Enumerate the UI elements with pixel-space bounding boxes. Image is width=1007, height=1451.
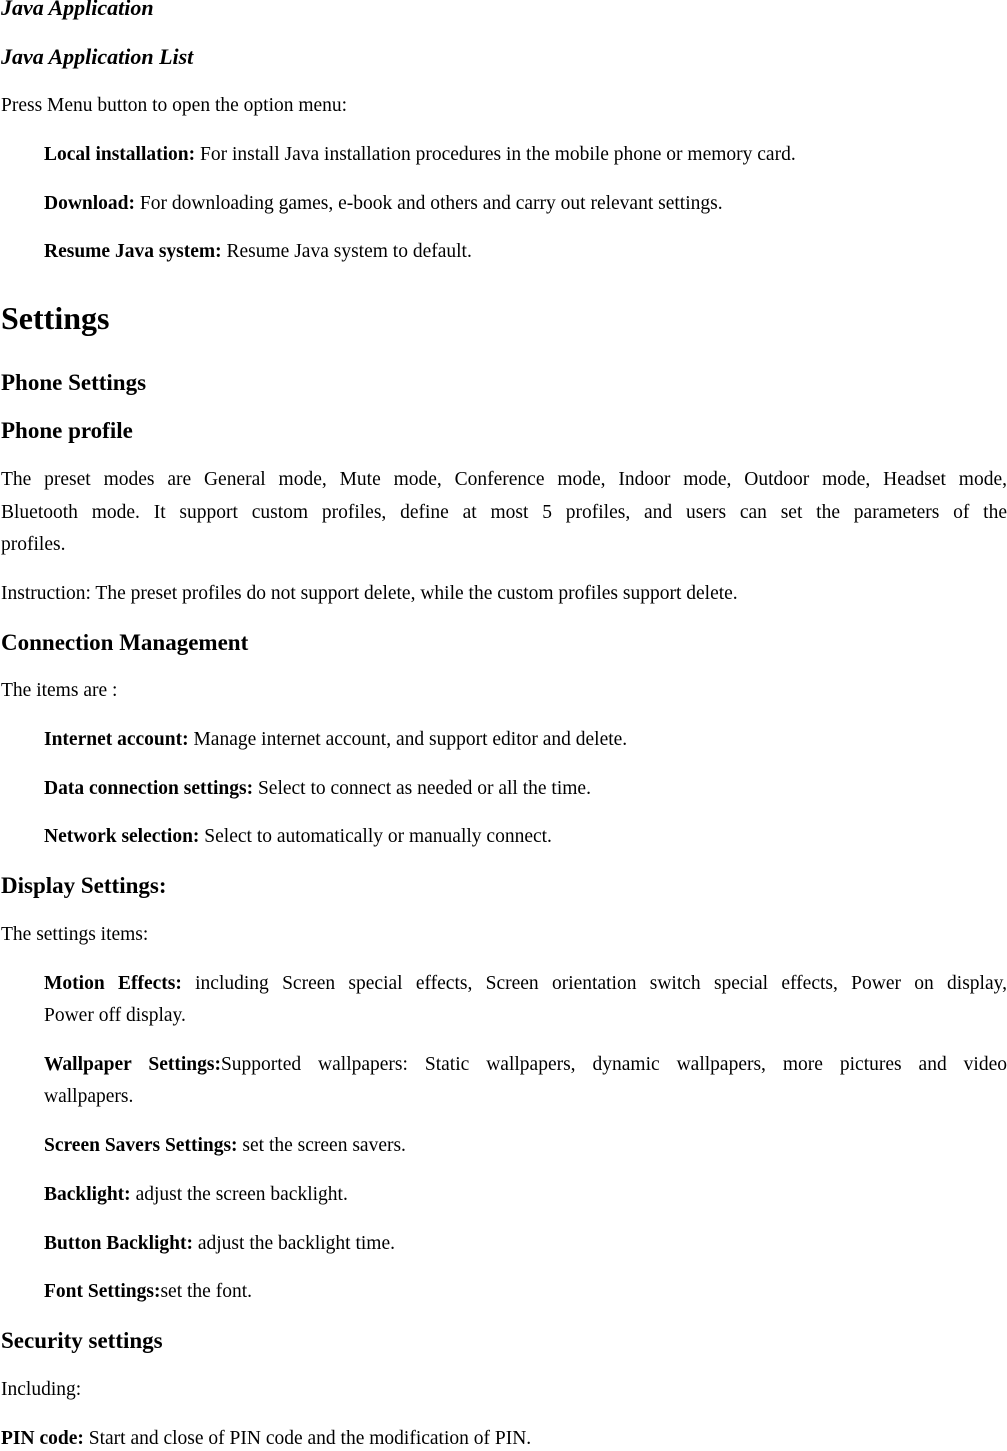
list-item-download [44, 192, 723, 216]
list-item-data-connection [44, 777, 591, 801]
list-item-pin-code [1, 1427, 531, 1451]
phone-profile-paragraph-line-1: The preset modes are General mode, Mute mode, Conference mode, Indoor mode, Outdoor mode, Headset mode, [1, 469, 1007, 490]
list-item-font-settings [44, 1280, 252, 1304]
item-label: Data connection settings: [44, 778, 254, 799]
item-text: For downloading games, e-book and others and carry out relevant settings. [135, 193, 723, 214]
item-label: Resume Java system: [44, 241, 222, 262]
list-item-internet-account [44, 728, 627, 752]
item-label: Wallpaper Settings: [44, 1054, 221, 1075]
phone-profile-paragraph-line-2: Bluetooth mode. It support custom profiles, define at most 5 profiles, and users can set the parameters of the [1, 502, 1007, 523]
phone-profile-instruction: Instruction: The preset profiles do not support delete, while the custom profiles support delete. [1, 583, 738, 604]
item-text: Resume Java system to default. [221, 241, 472, 262]
java-intro-text: Press Menu button to open the option menu: [1, 95, 348, 116]
java-application-heading: Java Application [1, 0, 154, 20]
list-item-screen-savers [44, 1134, 406, 1158]
item-text: Select to automatically or manually connect. [199, 826, 552, 847]
settings-title: Settings [1, 300, 110, 336]
item-label: Download: [44, 193, 136, 214]
phone-profile-paragraph-line-3: profiles. [1, 534, 66, 555]
list-item-local-installation [44, 143, 796, 167]
item-label: Local installation: [44, 144, 196, 165]
item-label: Motion Effects: [44, 973, 182, 994]
security-intro-text: Including: [1, 1379, 82, 1400]
item-text: Manage internet account, and support editor and delete. [188, 729, 628, 750]
item-label: Backlight: [44, 1184, 131, 1205]
connection-intro-text: The items are : [1, 680, 118, 701]
phone-profile-heading: Phone profile [1, 418, 133, 443]
item-text: For install Java installation procedures in the mobile phone or memory card. [195, 144, 796, 165]
item-text: adjust the screen backlight. [130, 1184, 348, 1205]
display-settings-heading: Display Settings: [1, 873, 167, 898]
list-item-backlight [44, 1183, 348, 1207]
list-item-wallpaper-line-1 [44, 1053, 1007, 1077]
list-item-motion-effects-line-2: Power off display. [44, 1005, 186, 1026]
item-label: Network selection: [44, 826, 200, 847]
item-text: including Screen special effects, Screen orientation switch special effects, Power on display, [181, 973, 1007, 994]
phone-settings-heading: Phone Settings [1, 370, 147, 395]
list-item-network-selection [44, 825, 552, 849]
display-intro-text: The settings items: [1, 924, 149, 945]
list-item-button-backlight [44, 1232, 395, 1256]
item-label: Screen Savers Settings: [44, 1135, 238, 1156]
item-label: Button Backlight: [44, 1233, 193, 1254]
connection-management-heading: Connection Management [1, 630, 249, 655]
item-label: Font Settings: [44, 1281, 161, 1302]
item-text: Select to connect as needed or all the time. [253, 778, 591, 799]
item-text: Start and close of PIN code and the modification of PIN. [83, 1428, 532, 1449]
security-settings-heading: Security settings [1, 1328, 163, 1353]
list-item-motion-effects-line-1 [44, 972, 1007, 996]
item-label: PIN code: [1, 1428, 84, 1449]
java-application-list-heading: Java Application List [1, 44, 194, 69]
item-text: Supported wallpapers: Static wallpapers, dynamic wallpapers, more pictures and video [220, 1054, 1007, 1075]
item-label: Internet account: [44, 729, 189, 750]
list-item-resume-java [44, 240, 472, 264]
item-text: set the screen savers. [237, 1135, 406, 1156]
item-text: adjust the backlight time. [192, 1233, 395, 1254]
item-text: set the font. [160, 1281, 252, 1302]
list-item-wallpaper-line-2: wallpapers. [44, 1086, 134, 1107]
